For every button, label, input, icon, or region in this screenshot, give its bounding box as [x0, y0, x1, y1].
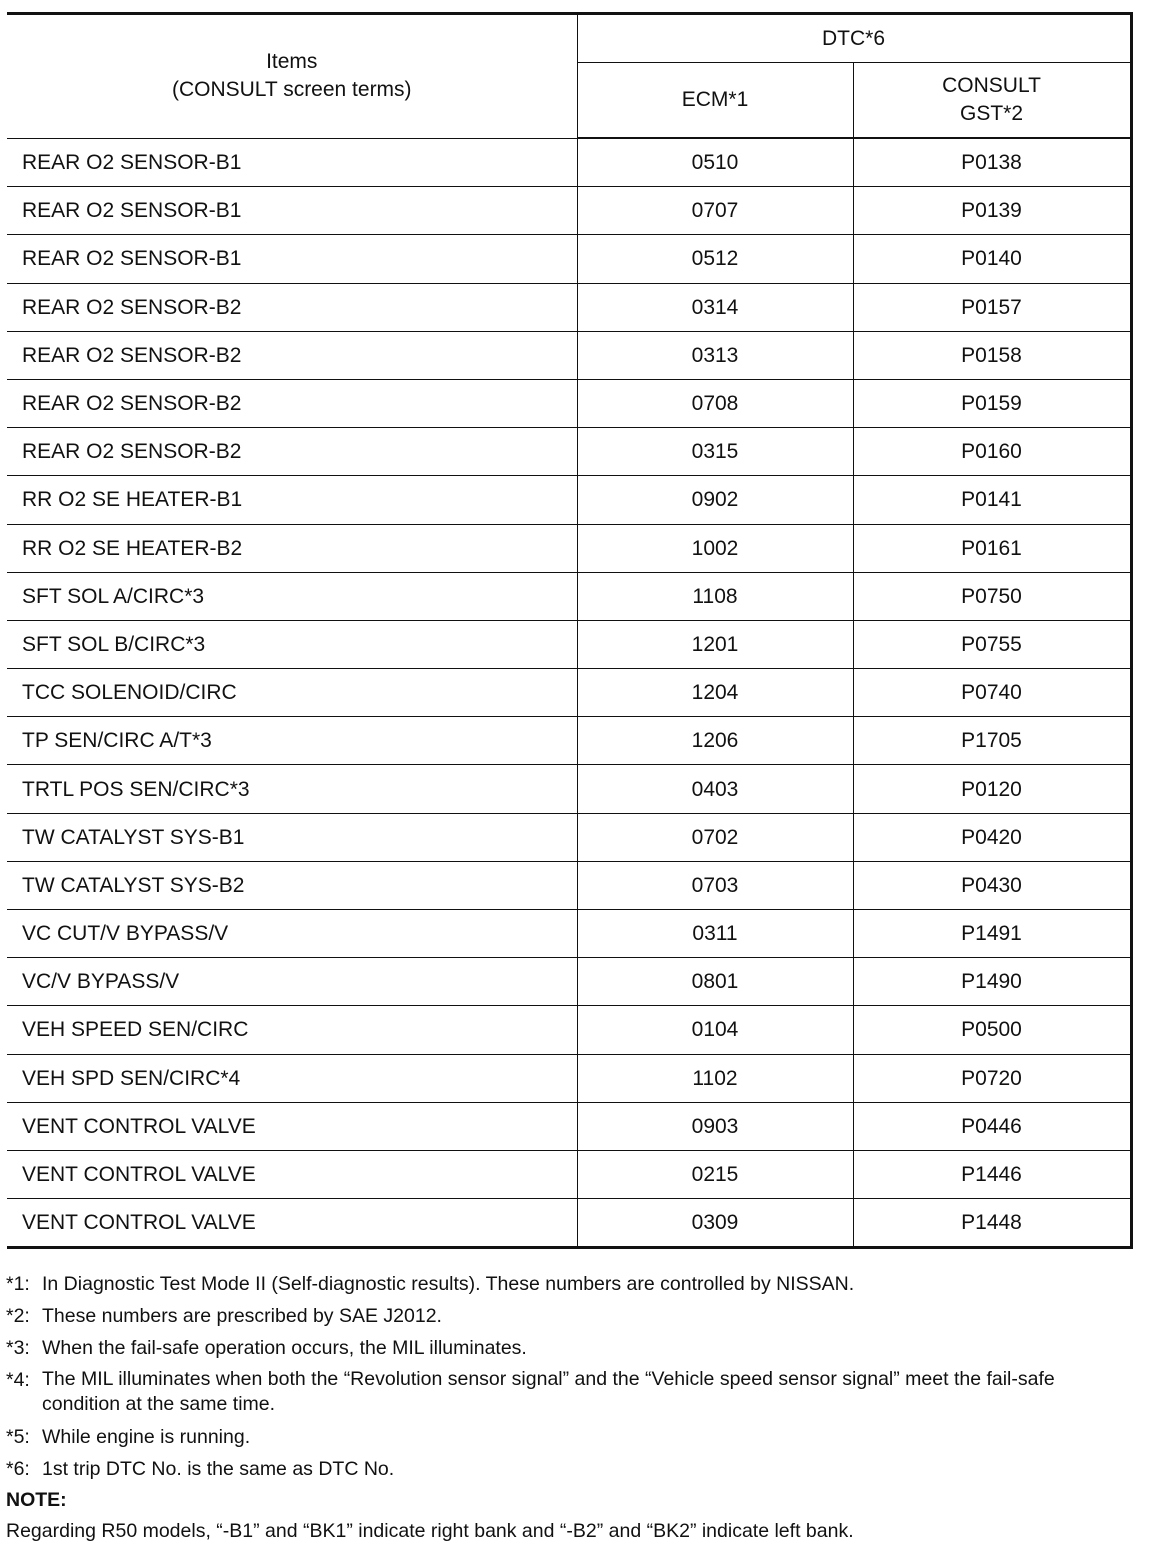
- item-cell: VEH SPD SEN/CIRC*4: [7, 1054, 577, 1102]
- ecm-code-cell: 1206: [577, 717, 853, 765]
- gst-code-cell: P0120: [853, 765, 1131, 813]
- table-row: [7, 572, 1131, 620]
- item-cell: VC CUT/V BYPASS/V: [7, 910, 577, 958]
- table-row: [7, 669, 1131, 717]
- footnote-text: The MIL illuminates when both the “Revolution sensor signal” and the “Vehicle speed sensor signal” meet the fail-safe condition at the same time.: [42, 1368, 1055, 1415]
- footnote: [6, 1453, 1136, 1485]
- items-header-line2: (CONSULT screen terms): [171, 78, 412, 102]
- item-cell: TW CATALYST SYS-B2: [7, 861, 577, 909]
- ecm-column-header: ECM*1: [577, 63, 853, 139]
- item-cell: TP SEN/CIRC A/T*3: [7, 717, 577, 765]
- footnote-text: These numbers are prescribed by SAE J2012.: [42, 1305, 442, 1327]
- item-cell: REAR O2 SENSOR-B2: [7, 283, 577, 331]
- gst-code-cell: P1490: [853, 958, 1131, 1006]
- item-cell: RR O2 SE HEATER-B1: [7, 476, 577, 524]
- table-row: [7, 1102, 1131, 1150]
- gst-code-cell: P0740: [853, 669, 1131, 717]
- table-row: [7, 910, 1131, 958]
- ecm-code-cell: 0403: [577, 765, 853, 813]
- gst-header-line2: GST*2: [959, 102, 1024, 125]
- ecm-code-cell: 0510: [577, 138, 853, 187]
- item-cell: REAR O2 SENSOR-B2: [7, 331, 577, 379]
- table-row: [7, 813, 1131, 861]
- gst-code-cell: P0446: [853, 1102, 1131, 1150]
- table-row: [7, 331, 1131, 379]
- ecm-code-cell: 0703: [577, 861, 853, 909]
- footnote-mark: *6:: [6, 1458, 30, 1480]
- footnote-text: When the fail-safe operation occurs, the MIL illuminates.: [42, 1337, 527, 1359]
- item-cell: VENT CONTROL VALVE: [7, 1199, 577, 1248]
- gst-code-cell: P0430: [853, 861, 1131, 909]
- table-row: [7, 1199, 1131, 1248]
- gst-code-cell: P0138: [853, 138, 1131, 187]
- dtc-group-header: DTC*6: [577, 14, 1131, 63]
- footnote-text: In Diagnostic Test Mode II (Self-diagnostic results). These numbers are controlled by NISSAN.: [42, 1273, 855, 1295]
- item-cell: REAR O2 SENSOR-B1: [7, 235, 577, 283]
- ecm-code-cell: 0215: [577, 1150, 853, 1198]
- table-row: [7, 187, 1131, 235]
- gst-code-cell: P0420: [853, 813, 1131, 861]
- item-cell: VENT CONTROL VALVE: [7, 1102, 577, 1150]
- footnote-text: 1st trip DTC No. is the same as DTC No.: [42, 1458, 395, 1480]
- ecm-code-cell: 0902: [577, 476, 853, 524]
- gst-code-cell: P1705: [853, 717, 1131, 765]
- item-cell: SFT SOL A/CIRC*3: [7, 572, 577, 620]
- note-body: Regarding R50 models, “-B1” and “BK1” indicate right bank and “-B2” and “BK2” indicate left bank.: [6, 1520, 854, 1542]
- footnote: [6, 1421, 1136, 1453]
- item-cell: TCC SOLENOID/CIRC: [7, 669, 577, 717]
- table-row: [7, 1006, 1131, 1054]
- ecm-code-cell: 1108: [577, 572, 853, 620]
- footnote-list: [6, 1268, 1136, 1485]
- table-row: [7, 765, 1131, 813]
- table-row: [7, 283, 1131, 331]
- footnote-mark: *2:: [6, 1305, 30, 1327]
- table-row: [7, 717, 1131, 765]
- gst-code-cell: P1448: [853, 1199, 1131, 1248]
- footnote: [6, 1332, 1136, 1364]
- ecm-code-cell: 0801: [577, 958, 853, 1006]
- table-row: [7, 1150, 1131, 1198]
- gst-header-line1: CONSULT: [942, 74, 1041, 97]
- gst-code-cell: P0141: [853, 476, 1131, 524]
- ecm-code-cell: 0512: [577, 235, 853, 283]
- gst-code-cell: P0750: [853, 572, 1131, 620]
- table-row: [7, 379, 1131, 427]
- note-heading: NOTE:: [6, 1489, 67, 1511]
- item-cell: VC/V BYPASS/V: [7, 958, 577, 1006]
- ecm-code-cell: 0702: [577, 813, 853, 861]
- table-row: [7, 620, 1131, 668]
- ecm-code-cell: 0708: [577, 379, 853, 427]
- ecm-code-cell: 1002: [577, 524, 853, 572]
- gst-code-cell: P0139: [853, 187, 1131, 235]
- item-cell: SFT SOL B/CIRC*3: [7, 620, 577, 668]
- ecm-code-cell: 1201: [577, 620, 853, 668]
- gst-code-cell: P0160: [853, 428, 1131, 476]
- table-row: [7, 524, 1131, 572]
- gst-code-cell: P0159: [853, 379, 1131, 427]
- table-row: [7, 138, 1131, 187]
- gst-code-cell: P0500: [853, 1006, 1131, 1054]
- dtc-table: [7, 12, 1133, 1249]
- ecm-code-cell: 0104: [577, 1006, 853, 1054]
- footnote-mark: *5:: [6, 1426, 30, 1448]
- ecm-code-cell: 1102: [577, 1054, 853, 1102]
- footnote: [6, 1364, 1136, 1421]
- footnote-mark: *3:: [6, 1337, 30, 1359]
- gst-code-cell: P1446: [853, 1150, 1131, 1198]
- footnote-mark: *1:: [6, 1273, 30, 1295]
- item-cell: VENT CONTROL VALVE: [7, 1150, 577, 1198]
- ecm-code-cell: 0314: [577, 283, 853, 331]
- gst-column-header: [853, 63, 1131, 139]
- item-cell: VEH SPEED SEN/CIRC: [7, 1006, 577, 1054]
- ecm-code-cell: 0313: [577, 331, 853, 379]
- table-row: [7, 235, 1131, 283]
- gst-code-cell: P1491: [853, 910, 1131, 958]
- item-cell: REAR O2 SENSOR-B2: [7, 379, 577, 427]
- footnote-text: While engine is running.: [42, 1426, 251, 1448]
- items-header-line1: Items: [266, 50, 318, 74]
- ecm-code-cell: 0315: [577, 428, 853, 476]
- item-cell: TRTL POS SEN/CIRC*3: [7, 765, 577, 813]
- item-cell: TW CATALYST SYS-B1: [7, 813, 577, 861]
- ecm-code-cell: 0903: [577, 1102, 853, 1150]
- item-cell: REAR O2 SENSOR-B2: [7, 428, 577, 476]
- table-row: [7, 861, 1131, 909]
- gst-code-cell: P0140: [853, 235, 1131, 283]
- table-row: [7, 958, 1131, 1006]
- gst-code-cell: P0158: [853, 331, 1131, 379]
- table-row: [7, 1054, 1131, 1102]
- ecm-code-cell: 0311: [577, 910, 853, 958]
- item-cell: REAR O2 SENSOR-B1: [7, 187, 577, 235]
- gst-code-cell: P0157: [853, 283, 1131, 331]
- gst-code-cell: P0720: [853, 1054, 1131, 1102]
- item-cell: RR O2 SE HEATER-B2: [7, 524, 577, 572]
- ecm-code-cell: 0309: [577, 1199, 853, 1248]
- gst-code-cell: P0161: [853, 524, 1131, 572]
- footnotes-section: [6, 1268, 1136, 1547]
- footnote: [6, 1300, 1136, 1332]
- gst-code-cell: P0755: [853, 620, 1131, 668]
- ecm-code-cell: 1204: [577, 669, 853, 717]
- table-row: [7, 428, 1131, 476]
- dtc-table-body: [7, 138, 1131, 1248]
- footnote-mark: *4:: [6, 1369, 30, 1391]
- ecm-code-cell: 0707: [577, 187, 853, 235]
- items-column-header: [7, 14, 577, 139]
- item-cell: REAR O2 SENSOR-B1: [7, 138, 577, 187]
- table-row: [7, 476, 1131, 524]
- footnote: [6, 1268, 1136, 1300]
